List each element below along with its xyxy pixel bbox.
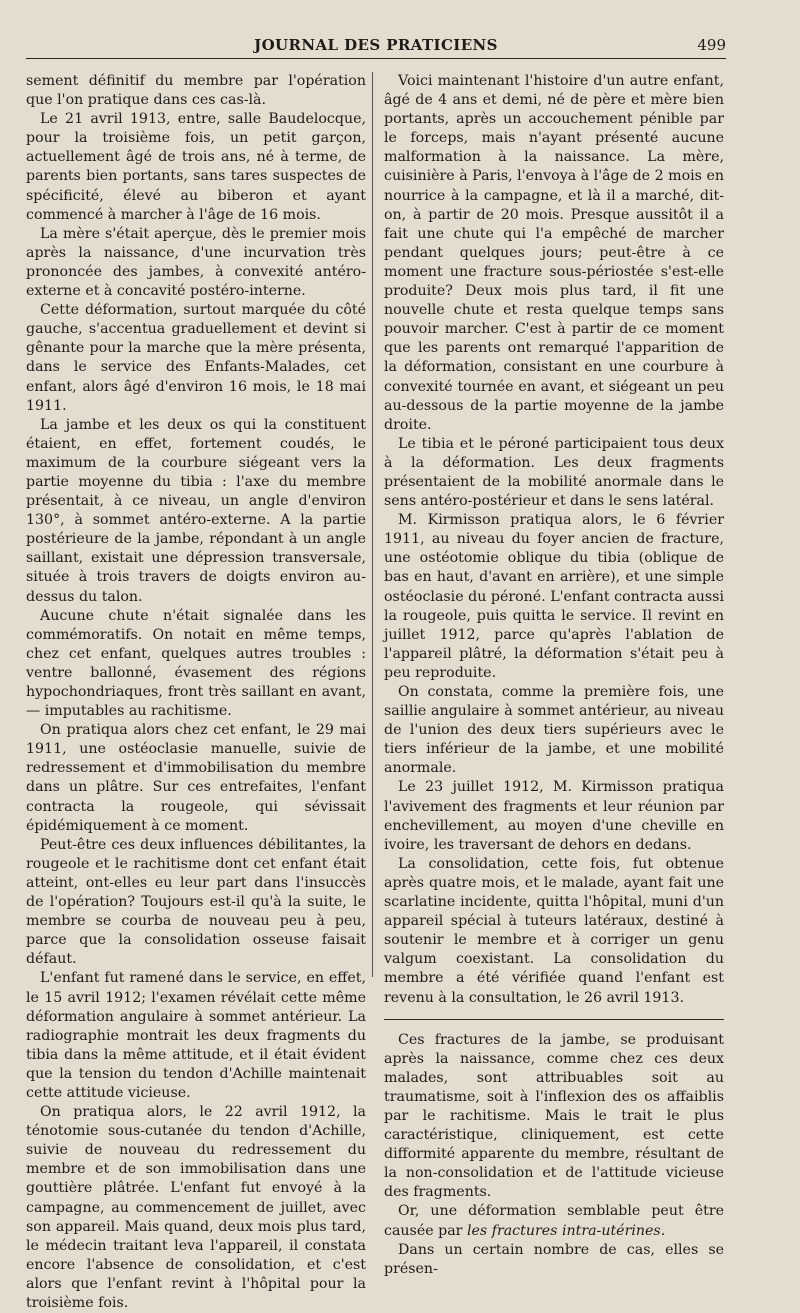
paragraph: On pratiqua alors chez cet enfant, le 29 mai 1911, une ostéoclasie manuelle, suivie de redressement et d'immobilisation du membre dans un plâtre. Sur ces entrefaites, l'enfant contracta la rougeole, qui sévissait épidémiquement à ce moment. (26, 722, 366, 834)
paragraph-text: Or, une déformation semblable peut être causée par (384, 1203, 724, 1239)
right-column (384, 72, 724, 1279)
paragraph: M. Kirmisson pratiqua alors, le 6 février 1911, au niveau du foyer ancien de fracture, une ostéotomie oblique du tibia (oblique de bas en haut, d'avant en arrière), et une simple ostéoclasie du péroné. L'enfant contracta aussi la rougeole, puis quitta le service. Il revint en juillet 1912, parce qu'après l'ablation de l'appareil plâtré, la déformation s'était peu à peu reproduite. (384, 512, 725, 681)
paragraph: La mère s'était aperçue, dès le premier mois après la naissance, d'une incurvation très prononcée des jambes, à convexité antéro-externe et à concavité postéro-interne. (26, 225, 366, 300)
paragraph: On constata, comme la première fois, une saillie angulaire à sommet antérieur, au niveau de l'union des deux tiers supérieurs avec le tiers inférieur de la jambe, et une mobilité anormale. (384, 684, 724, 777)
paragraph: Le 21 avril 1913, entre, salle Baudelocque, pour la troisième fois, un petit garçon, actuellement âgé de trois ans, né à terme, de parents bien portants, sans tares suspectes de spécificité, élevé au biberon et ayant commencé à marcher à l'âge de 16 mois. (26, 111, 366, 223)
paragraph: La jambe et les deux os qui la constituent étaient, en effet, fortement coudés, le maximum de la courbure siégeant vers la partie moyenne du tibia : l'axe du membre présentait, à ce niveau, un angle d'environ 130°, à sommet antéro-externe. A la partie postérieure de la jambe, répondant à un angle saillant, existait une dépression transversale, située à trois travers de doigts environ au-dessus du talon. (26, 416, 366, 605)
paragraph (384, 1202, 724, 1240)
paragraph: Le tibia et le péroné participaient tous deux à la déformation. Les deux fragments présentaient de la mobilité anormale dans le sens antéro-postérieur et dans le sens latéral. (384, 435, 724, 510)
paragraph: Cette déformation, surtout marquée du côté gauche, s'accentua graduellement et devint si gênante pour la marche que la mère présenta, dans le service des Enfants-Malades, cet enfant, alors âgé d'environ 16 mois, le 18 mai 1911. (26, 302, 366, 414)
paragraph: Ces fractures de la jambe, se produisant après la naissance, comme chez ces deux malades, sont attribuables soit au traumatisme, soit à l'inflexion des os affaiblis par le rachitisme. Mais le trait le plus caractéristique, cliniquement, est cette difformité apparente du membre, résultant de la non-consolidation et de l'attitude vicieuse des fragments. (384, 1031, 724, 1201)
column-divider (372, 72, 373, 977)
running-header (26, 32, 726, 59)
italic-phrase: les fractures intra-utérines. (466, 1222, 666, 1239)
paragraph: Aucune chute n'était signalée dans les commémoratifs. On notait en même temps, chez cet enfant, quelques autres troubles : ventre ballonné, évasement des régions hypochondriaques, front très saillant en avant, — imputables au rachitisme. (26, 607, 366, 720)
journal-title: JOURNAL DES PRATICIENS (254, 36, 498, 54)
left-column (26, 72, 366, 1313)
paragraph: Le 23 juillet 1912, M. Kirmisson pratiqua l'avivement des fragments et leur réunion par enchevillement, au moyen d'une cheville en ivoire, les traversant de dehors en dedans. (384, 779, 724, 853)
paragraph: On pratiqua alors, le 22 avril 1912, la ténotomie sous-cutanée du tendon d'Achille, suivie de nouveau du redressement du membre et de son immobilisation dans une gouttière plâtrée. L'enfant fut envoyé à la campagne, au commencement de juillet, avec son appareil. Mais quand, deux mois plus tard, le médecin traitant leva l'appareil, il constata encore l'absence de consolidation, et c'est alors que l'enfant revint à l'hôpital pour la troisième fois. (26, 1104, 366, 1311)
paragraph: L'enfant fut ramené dans le service, en effet, le 15 avril 1912; l'examen révélait cette même déformation angulaire à sommet antérieur. La radiographie montrait les deux fragments du tibia dans la même attitude, et il était évident que la tension du tendon d'Achille maintenait cette attitude vicieuse. (26, 970, 366, 1101)
paragraph: Voici maintenant l'histoire d'un autre enfant, âgé de 4 ans et demi, né de père et mère bien portants, après un accouchement pénible par le forceps, mais n'ayant présenté aucune malformation à la naissance. La mère, cuisinière à Paris, l'envoya à l'âge de 2 mois en nourrice à la campagne, et là il a marché, dit-on, à partir de 20 mois. Presque aussitôt il a fait une chute qui l'a empêché de marcher pendant quelques jours; peut-être à ce moment une fracture sous-périostée s'est-elle produite? Deux mois plus tard, il fit une nouvelle chute et resta quelque temps sans pouvoir marcher. C'est à partir de ce moment que les parents ont remarqué l'apparition de la déformation, consistant en une courbure à convexité tournée en avant, et siégeant un peu au-dessous de la partie moyenne de la jambe droite. (384, 73, 724, 433)
paragraph: sement définitif du membre par l'opération que l'on pratique dans ces cas-là. (26, 73, 366, 109)
paragraph: Peut-être ces deux influences débilitantes, la rougeole et le rachitisme dont cet enfant était atteint, ont-elles eu leur part dans l'insuccès de l'opération? Toujours est-il qu'à la suite, le membre se courba de nouveau peu à peu, parce que la consolidation osseuse faisait défaut. (26, 836, 366, 968)
page-number: 499 (697, 36, 726, 54)
paragraph: Dans un certain nombre de cas, elles se présen- (384, 1241, 724, 1277)
section-separator (384, 1019, 724, 1020)
paragraph: La consolidation, cette fois, fut obtenue après quatre mois, et le malade, ayant fait une scarlatine incidente, quitta l'hôpital, muni d'un appareil spécial à tuteurs latéraux, destiné à soutenir le membre et à corriger un genu valgum coexistant. La consolidation du membre a été vérifiée quand l'enfant est revenu à la consultation, le 26 avril 1913. (384, 855, 724, 1006)
